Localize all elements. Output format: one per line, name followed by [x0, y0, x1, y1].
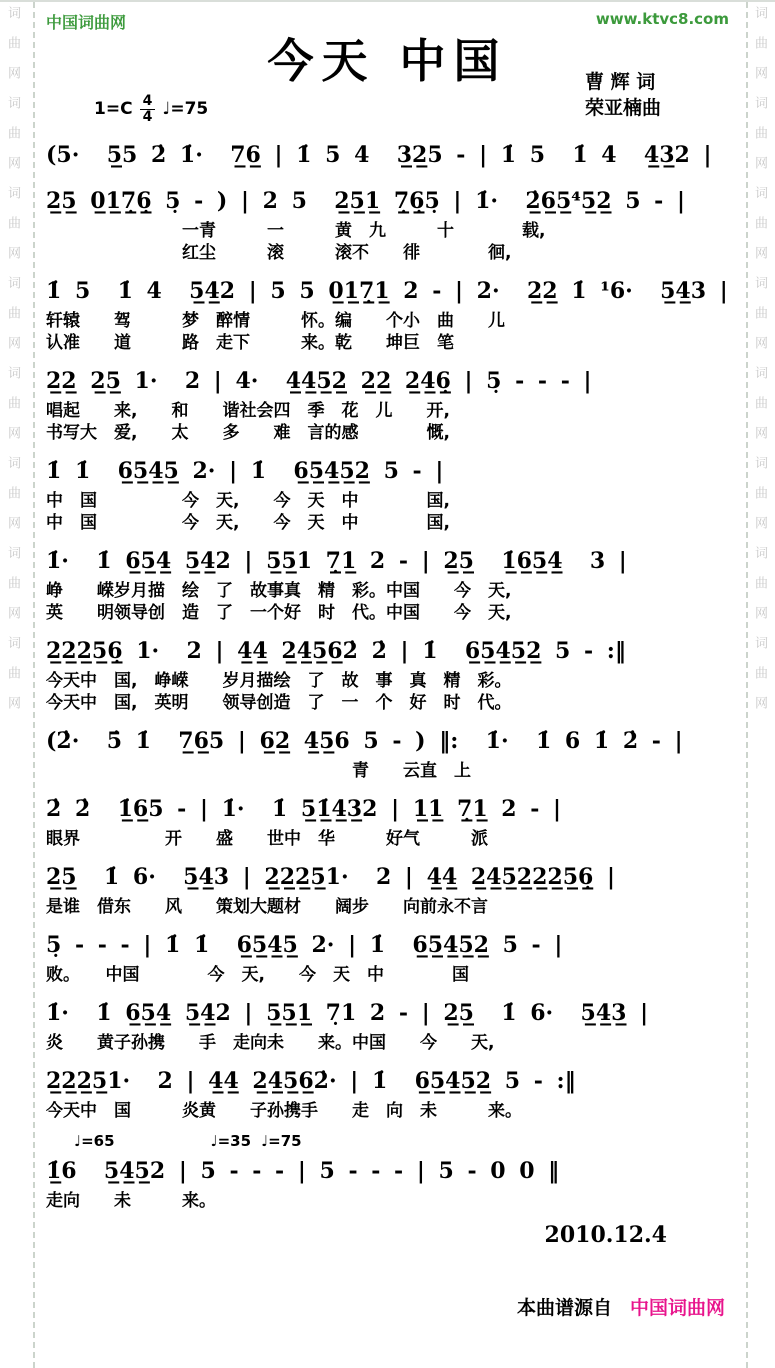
source-attribution: [491, 1271, 726, 1342]
notation-line: 2̲5̲ 0̲1̲7̣̲6̣̲ 5̣ - ) | 2 5 2̲5̲1̲ 7̣̲6̣̲5̣ | 1̇· 2̲̇6̲5̲⁴5̲2̲ 5 - |: [46, 188, 685, 215]
system-4: [46, 362, 729, 444]
date: 2010.12.4: [544, 1222, 667, 1249]
notation-line: 2̇ 2̇ 1̲̇6̲5 - | 1̇· 1̇ 5̲1̲̇4̲3̲2 | 1̲1̲ 7̣̲1̲ 2 - |: [46, 796, 562, 823]
tempo-marks-row: [46, 1130, 729, 1152]
source-label: 本曲谱源自: [516, 1297, 612, 1319]
lyric-line: 唱起 来, 和 谐社会四 季 花 儿 开,: [46, 401, 450, 422]
system-12: [46, 994, 729, 1054]
lyricist-credit: 曹 辉 词: [584, 71, 656, 93]
content-area: [46, 10, 729, 1248]
lyric-line: 一青 一 黄 九 十 载,: [46, 221, 546, 242]
notation-line: 2̲2̲ 2̲5̲ 1· 2 | 4· 4̲4̲5̲2̲ 2̲2̲ 2̲4̲6̣̲ | 5̣ - - - |: [46, 368, 592, 395]
system-7: [46, 632, 729, 714]
tempo-mark: ♩=35: [210, 1132, 252, 1151]
lyric-line: 认准 道 路 走下 来。乾 坤巨 笔: [46, 333, 454, 354]
notation-line: 1̇ 5 1̇ 4 5̲4̲2 | 5 5 0̲1̲7̣̲1̲ 2 - | 2· 2̲2̲ 1̇ ¹6· 5̲4̲3 |: [46, 278, 728, 305]
system-10: [46, 858, 729, 918]
right-dashed-border: [746, 2, 748, 1368]
lyric-line: 走向 未 来。: [46, 1191, 216, 1212]
key-label: 1=C: [94, 99, 133, 120]
credits: [585, 70, 661, 121]
system-5: [46, 452, 729, 534]
tempo-label: ♩=75: [162, 99, 209, 120]
lyric-line: 今天中 国 炎黄 子孙携手 走 向 未 来。: [46, 1101, 522, 1122]
system-6: [46, 542, 729, 624]
lyric-line: 今天中 国, 英明 领导创造 了 一 个 好 时 代。: [46, 693, 512, 714]
site-header: [46, 10, 729, 33]
notation-line: 5̣ - - - | 1̇ 1̇ 6̲5̲4̲5̲ 2· | 1̇ 6̲5̲4̲5̲2̲ 5 - |: [46, 932, 563, 959]
score: [46, 136, 729, 1212]
tempo-mark: ♩=65: [74, 1132, 115, 1151]
system-8: [46, 722, 729, 782]
notation-line: 2̲5̲ 1̇ 6· 5̲4̲3 | 2̲2̲2̲5̲1· 2 | 4̲4̲ 2̲4̲5̲2̲2̲2̲5̲6̣̲ |: [46, 864, 615, 891]
notation-line: 1̇· 1̇ 6̲5̲4̲ 5̲4̲2 | 5̲5̲1̲ 7̣1 2 - | 2̲5̲ 1̇ 6· 5̲4̲3̲ |: [46, 1000, 649, 1027]
system-13: [46, 1062, 729, 1122]
lyric-line: 败。 中国 今 天, 今 天 中 国: [46, 965, 469, 986]
lyric-line: 炎 黄子孙携 手 走向未 来。中国 今 天,: [46, 1033, 495, 1054]
lyric-line: 峥 嵘岁月描 绘 了 故事真 精 彩。中国 今 天,: [46, 581, 512, 602]
left-dashed-border: [33, 2, 35, 1368]
notation-line: (5· 5̲5 2̇ 1̇· 7̲6̲ | 1̇ 5 4 3̲2̲5 - | 1̇ 5 1̇ 4 4̲3̲2 |: [46, 142, 712, 169]
notation-line: 2̲2̲2̲5̲6̣̲ 1· 2 | 4̲4̲ 2̲4̲5̲6̲2̇ 2̇ | 1̇ 6̲5̲4̲5̲2̲ 5 - :‖: [46, 638, 626, 665]
time-signature: [140, 94, 156, 124]
watermark-left: 词曲网词曲网词曲网词曲网词曲网词曲网词曲网词曲网: [5, 6, 20, 726]
system-3: [46, 272, 729, 354]
lyric-line: 中 国 今 天, 今 天 中 国,: [46, 491, 450, 512]
system-2: [46, 182, 729, 264]
system-11: [46, 926, 729, 986]
site-url: www.ktvc8.com: [595, 10, 729, 28]
site-name: 中国词曲网: [46, 13, 127, 32]
system-14: [46, 1130, 729, 1212]
notation-line: 2̲2̲2̲5̲1· 2 | 4̲4̲ 2̲4̲5̲6̲2̇· | 1̇ 6̲5̲4̲5̲2̲ 5 - :‖: [46, 1068, 576, 1095]
notation-line: 1̇· 1̇ 6̲5̲4̲ 5̲4̲2 | 5̲5̲1 7̣̲1̲ 2 - | 2̲5̲ 1̲̇6̲5̲4̲ 3 |: [46, 548, 627, 575]
lyric-line: 眼界 开 盛 世中 华 好气 派: [46, 829, 488, 850]
time-signature-bottom: 4: [142, 108, 153, 125]
watermark-right: 词曲网词曲网词曲网词曲网词曲网词曲网词曲网词曲网: [752, 6, 767, 726]
notation-line: 1̇ 1̇ 6̲5̲4̲5̲ 2· | 1̇ 6̲5̲4̲5̲2̲ 5 - |: [46, 458, 444, 485]
system-9: [46, 790, 729, 850]
system-1: [46, 136, 729, 174]
composer-credit: 荣亚楠曲: [584, 96, 661, 119]
notation-line: 1̲̇6 5̲4̲5̲2 | 5 - - - | 5 - - - | 5 - 0 0 ‖: [46, 1158, 560, 1185]
lyric-line: 英 明领导创 造 了 一个好 时 代。中国 今 天,: [46, 603, 512, 624]
source-site-name: 中国词曲网: [629, 1297, 725, 1319]
lyric-line: 中 国 今 天, 今 天 中 国,: [46, 513, 450, 534]
lyric-line: 红尘 滚 滚不 徘 徊,: [46, 243, 512, 264]
lyric-line: 今天中 国, 峥嵘 岁月描绘 了 故 事 真 精 彩。: [46, 671, 512, 692]
song-title: 今天 中国: [267, 34, 508, 88]
lyric-line: 是谁 借东 风 策划大题材 阔步 向前永不言: [46, 897, 488, 918]
lyric-line: 书写大 爱, 太 多 难 言的感 慨,: [46, 423, 450, 444]
notation-line: (2̇· 5̇ 1̇ 7̲6̲5 | 6̲2̲ 4̲5̲6 5 - ) ‖: 1̇· 1̇ 6 1̇ 2̇ - |: [46, 728, 683, 755]
tempo-mark: ♩=75: [261, 1132, 302, 1151]
lyric-line: 轩辕 驾 梦 醉情 怀。编 个小 曲 儿: [46, 311, 505, 332]
lyric-line: 青 云直 上: [46, 761, 471, 782]
time-signature-top: 4: [140, 94, 156, 110]
